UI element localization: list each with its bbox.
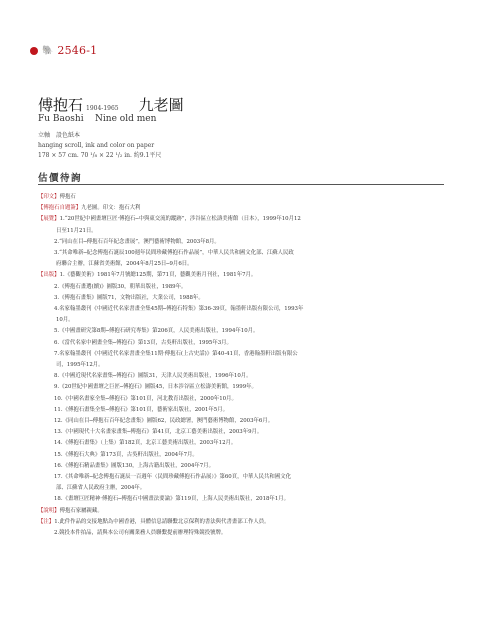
note-line — [38, 203, 448, 214]
english-title — [38, 114, 156, 124]
note-text: 2.競投本件拍品，請與本公司有關業務人員聯繫提前辦理特殊競投號牌。 — [54, 530, 227, 537]
note-text: 11.《傅抱石畫集全集─傅抱石》第101頁，藝術家出版社，2001年5月。 — [54, 406, 229, 413]
note-text: 部、江蘇省人民政府主辦，2004年。 — [56, 485, 146, 492]
artist-name: 傅抱石 — [38, 96, 84, 114]
estimate-heading: 估價待詢 — [38, 173, 83, 184]
note-line — [38, 450, 448, 461]
note-line — [38, 461, 448, 472]
note-line — [38, 517, 448, 528]
note-line — [38, 326, 448, 337]
note-line — [38, 248, 448, 259]
note-line — [38, 192, 448, 203]
lot-number — [30, 44, 97, 57]
note-line — [38, 214, 448, 225]
note-line — [38, 226, 448, 237]
note-text: 3.《傅抱石畫集》圖版71，文物出版社，大業公司，1988年。 — [54, 294, 204, 301]
note-line — [38, 304, 448, 315]
section-label: 【說明】 — [38, 507, 60, 514]
note-text: 7.名家翰墨叢刊《中國近代名家書畫全集11期·傅抱石(上古史話)》第40-41頁，香港翰墨軒出版有限公 — [54, 350, 298, 357]
note-line — [38, 371, 448, 382]
section-label: 【傅抱石自題簽】 — [38, 205, 82, 212]
note-text: 16.《傅抱石精品畫集》圖版130，上海古籍出版社，2004年7月。 — [54, 462, 214, 469]
note-text: 4.名家翰墨叢刊《中國近代名家書畫全集45期─傅抱石特集》第36-39頁，翰墨軒出版有限公司，1993年 — [54, 306, 304, 313]
format-cn: 立軸 設色紙本 — [38, 132, 81, 139]
note-text: 司，1995年12月。 — [56, 362, 104, 369]
note-text: 14.《傅抱石畫集》（上集）第182頁，北京工藝美術出版社，2003年12月。 — [54, 440, 237, 447]
section-label: 【注】 — [38, 518, 55, 525]
note-line — [38, 282, 448, 293]
note-line — [38, 259, 448, 270]
note-line — [38, 338, 448, 349]
note-text: 日至11月21日。 — [56, 227, 97, 234]
lot-dot-icon — [30, 47, 38, 55]
note-line — [38, 349, 448, 360]
note-text: 1.此件作品的交接地點為中國香港，具體信息請聯繫北京保利的書法與代書畫部工作人員。 — [54, 518, 270, 525]
note-text: 2.“同山在目─傅抱石百年紀念畫展”，澳門藝術博物館，2003年8月。 — [54, 238, 220, 245]
note-text: 18.《畫壇巨匠精神·傅抱石─傅抱石中國畫法要論》第119頁，上海人民美術出版社，2018年1月。 — [54, 496, 290, 503]
lot-notes — [38, 192, 448, 539]
note-text: 九老圖。印文：抱石大利 — [81, 205, 141, 212]
elephant-icon: 🐘 — [42, 45, 54, 56]
lot-number-text: 2546-1 — [57, 44, 98, 57]
note-line — [38, 506, 448, 517]
note-text: 13.《中國現代十大名畫家畫集─傅抱石》第41頁，北京工藝美術出版社，2003年9月。 — [54, 429, 263, 436]
artwork-title: 九老圖 — [138, 96, 184, 114]
note-line — [38, 270, 448, 281]
note-text: 3.“其命唯新─紀念傅抱石誕辰100週年民間珍藏傅抱石作品展”，中華人民共和國文化部、江蘇人民政 — [54, 250, 294, 257]
section-label: 【出版】 — [38, 272, 60, 279]
section-label: 【印文】 — [38, 194, 60, 200]
note-text: 9.《20世紀中國畫壇之巨匠─傅抱石》圖版45，日本涉谷區立松濤美術館，1999年。 — [54, 384, 257, 391]
artwork-details — [38, 131, 161, 161]
note-text: 傅抱石家屬親藏。 — [59, 507, 103, 514]
artist-years: 1904-1965 — [86, 105, 119, 112]
note-line — [38, 382, 448, 393]
note-line — [38, 237, 448, 248]
note-line — [38, 472, 448, 483]
note-text: 6.《當代名家中國畫全集─傅抱石》第13頁，古吳軒出版社，1995年3月。 — [54, 339, 232, 346]
note-line — [38, 416, 448, 427]
note-text: 2.《傅抱石畫選(續)》圖版30，朝華出版社，1989年。 — [54, 283, 187, 290]
dimensions: 178 × 57 cm. 70 ¹/₈ × 22 ¹/₂ in. 約9.1平尺 — [38, 152, 162, 159]
artist-name-en: Fu Baoshi — [38, 114, 84, 124]
note-text: 15.《傅抱石大典》第173頁，古吳軒出版社，2004年7月。 — [54, 451, 198, 458]
note-line — [38, 483, 448, 494]
note-line — [38, 494, 448, 505]
section-label: 【展覽】 — [38, 216, 60, 223]
note-text: 12.《同山在目─傅抱石百年紀念畫集》圖版62，民政總署，澳門藝術博物館，2003年6月。 — [54, 418, 274, 425]
artwork-title-row — [38, 94, 184, 115]
artwork-title-en: Nine old men — [95, 114, 157, 124]
note-text: 10月。 — [56, 317, 74, 324]
note-text: 1.“20世紀中國畫壇巨匠·傅抱石─中與東交流的蹤跡”，涉谷區立松濤美術館（日本），1999年10月12 — [59, 216, 301, 223]
note-text: 10.《中國名畫家全集─傅抱石》第101頁，河北教育出版社，2000年10月。 — [54, 395, 237, 402]
note-text: 17.《其命唯新─紀念傅抱石誕辰一百週年（民間珍藏傅抱石作品展）》第60頁，中華人民共和國文化 — [54, 474, 291, 481]
note-line — [38, 394, 448, 405]
note-line — [38, 438, 448, 449]
note-text: 5.《中國畫研究第8期─傅抱石研究專集》第206頁，人民美術出版社，1994年10月。 — [54, 328, 259, 335]
note-text: 8.《中國近現代名家畫集─傅抱石》圖版31，天津人民美術出版社，1996年10月。 — [54, 373, 252, 380]
note-text: 府聯合主辦，江蘇省美術館，2004年8月25日─9月6日。 — [56, 261, 193, 268]
note-line — [38, 427, 448, 438]
note-line — [38, 315, 448, 326]
format-en: hanging scroll, ink and color on paper — [38, 142, 155, 149]
note-line — [38, 528, 448, 539]
divider — [38, 184, 444, 185]
note-line — [38, 405, 448, 416]
note-line — [38, 360, 448, 371]
note-line — [38, 293, 448, 304]
note-text: 傅抱石 — [59, 194, 76, 200]
note-text: 1.《藝觀美術》1981年7月號總125期，第71頁，藝觀美術月刊社，1981年7月。 — [59, 272, 257, 279]
